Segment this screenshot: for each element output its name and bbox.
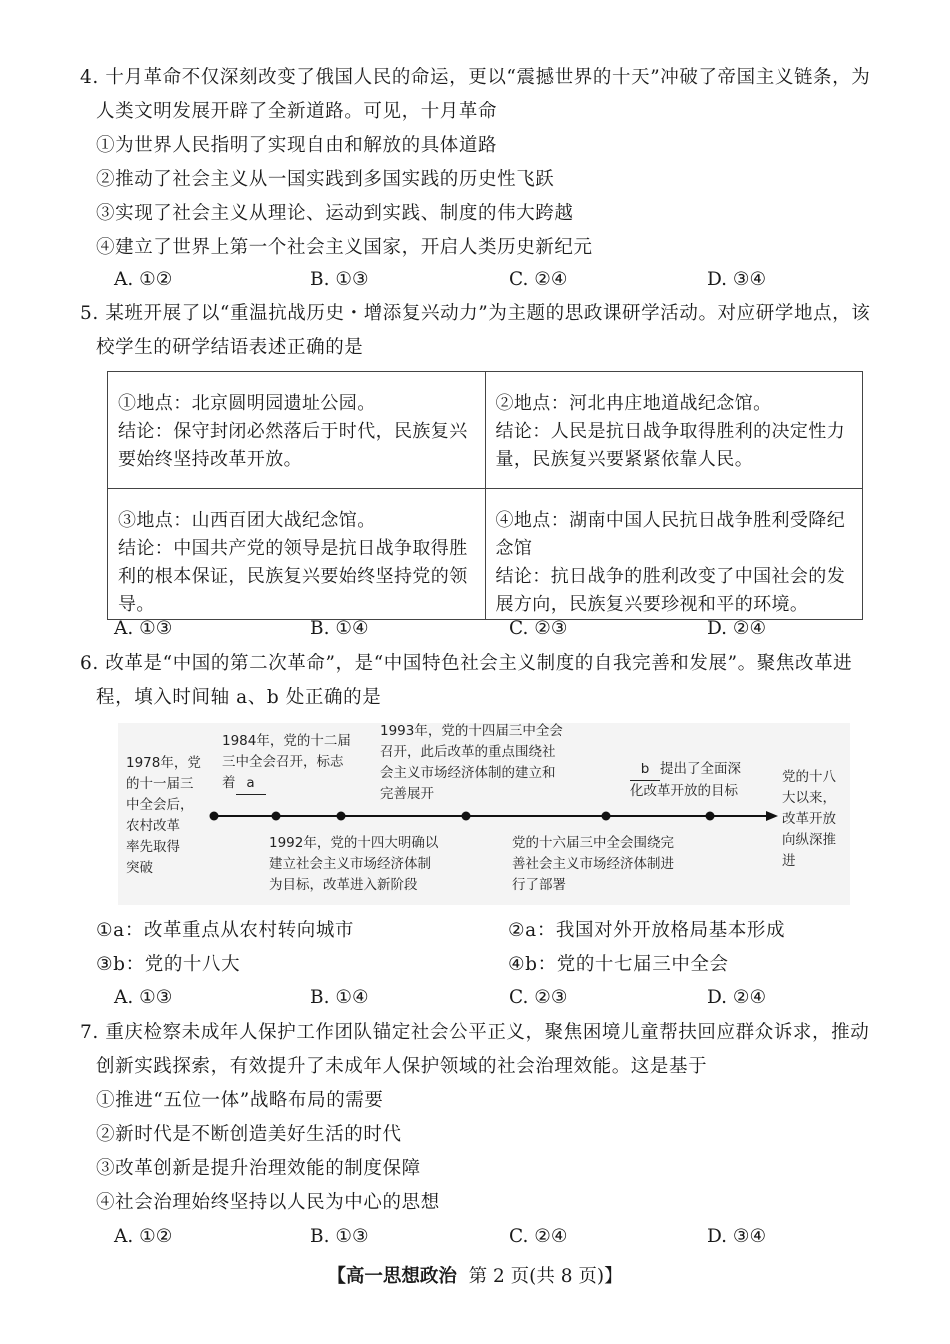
q4-option-b[interactable]: B. ①③: [310, 269, 369, 290]
q5-options: [114, 617, 914, 641]
q5-stem-line-2: 校学生的研学结语表述正确的是: [96, 337, 364, 358]
q6-choice-1: ①a：改革重点从农村转向城市: [96, 920, 355, 941]
q7-option-c[interactable]: C. ②④: [509, 1226, 568, 1247]
q5-cell-2-conclusion: 结论：人民是抗日战争取得胜利的决定性力量，民族复兴要紧紧依靠人民。: [495, 421, 846, 470]
q6-choice-4: ④b：党的十七届三中全会: [508, 954, 729, 975]
q5-option-a[interactable]: A. ①③: [114, 618, 173, 639]
timeline-blank-b: b: [630, 759, 660, 781]
timeline-dot-1993: [462, 812, 471, 821]
q4-item-1: ①为世界人民指明了实现自由和解放的具体道路: [96, 135, 498, 156]
q4-item-2: ②推动了社会主义从一国实践到多国实践的历史性飞跃: [96, 169, 555, 190]
q5-stem-line-1: 5. 某班开展了以“重温抗战历史・增添复兴动力”为主题的思政课研学活动。对应研学地点，该: [80, 303, 871, 324]
timeline-event-18th-line: 改革开放: [782, 811, 836, 827]
timeline-event-1992-line: 为目标，改革进入新阶段: [269, 877, 418, 893]
timeline-event-1984-line: 三中全会召开，标志: [222, 754, 344, 770]
q4-option-a[interactable]: A. ①②: [114, 269, 173, 290]
timeline-event-1984-line: [222, 773, 351, 795]
q4-item-4: ④建立了世界上第一个社会主义国家，开启人类历史新纪元: [96, 237, 593, 258]
timeline-event-1978-line: 1978年，党: [126, 755, 201, 771]
timeline-event-2003-line: 善社会主义市场经济体制进: [512, 856, 674, 872]
timeline-event-18th-congress: [782, 767, 836, 872]
timeline-event-1978-line: 中全会后，: [126, 797, 194, 813]
q5-cell-3-conclusion: 结论：中国共产党的领导是抗日战争取得胜利的根本保证，民族复兴要始终坚持党的领导。: [118, 538, 468, 615]
timeline-event-1993-line: 召开，此后改革的重点围绕社: [380, 744, 556, 760]
q6-options: [114, 986, 914, 1010]
timeline-event-18th-line: 向纵深推: [782, 832, 836, 848]
q6-choice-2: ②a：我国对外开放格局基本形成: [508, 920, 786, 941]
q5-cell-4: [485, 489, 863, 620]
q5-research-table: [107, 371, 863, 620]
timeline-event-b-line: 化改革开放的目标: [630, 783, 738, 799]
q5-option-d[interactable]: D. ②④: [707, 618, 767, 639]
q4-options: [114, 268, 914, 292]
q4-stem-line-1: 4. 十月革命不仅深刻改变了俄国人民的命运，更以“震撼世界的十天”冲破了帝国主义链条，为: [80, 67, 871, 88]
q4-item-3: ③实现了社会主义从理论、运动到实践、制度的伟大跨越: [96, 203, 574, 224]
timeline-event-1993-line: 1993年，党的十四届三中全会: [380, 723, 563, 739]
q7-item-3: ③改革创新是提升治理效能的制度保障: [96, 1158, 421, 1179]
timeline-event-1993-line: 完善展开: [380, 786, 434, 802]
q7-item-1: ①推进“五位一体”战略布局的需要: [96, 1090, 384, 1111]
timeline-event-1993: [380, 721, 563, 805]
q5-cell-2-place: ②地点：河北冉庄地道战纪念馆。: [495, 393, 772, 414]
reform-timeline: [118, 723, 850, 905]
q7-item-2: ②新时代是不断创造美好生活的时代: [96, 1124, 402, 1145]
timeline-dot-2003: [602, 812, 611, 821]
q6-option-a[interactable]: A. ①③: [114, 987, 173, 1008]
timeline-dot-1984: [272, 812, 281, 821]
timeline-dot-b: [706, 812, 715, 821]
timeline-event-b-suffix: 提出了全面深: [660, 761, 741, 777]
page-footer: [0, 1264, 950, 1290]
q6-option-b[interactable]: B. ①④: [310, 987, 369, 1008]
q4-option-c[interactable]: C. ②④: [509, 269, 568, 290]
footer-subject: 【高一思想政治: [327, 1266, 457, 1287]
timeline-event-b: [630, 759, 741, 802]
timeline-arrow-head: [766, 811, 778, 821]
q7-stem-line-1: 7. 重庆检察未成年人保护工作团队锚定社会公平正义，聚焦困境儿童帮扶回应群众诉求，推动: [80, 1022, 870, 1043]
timeline-event-b-line: [630, 759, 741, 781]
q7-option-b[interactable]: B. ①③: [310, 1226, 369, 1247]
timeline-event-1978-line: 率先取得: [126, 839, 180, 855]
q5-cell-4-conclusion: 结论：抗日战争的胜利改变了中国社会的发展方向，民族复兴要珍视和平的环境。: [495, 566, 846, 615]
q6-option-c[interactable]: C. ②③: [509, 987, 568, 1008]
timeline-event-1984-line: 1984年，党的十二届: [222, 733, 351, 749]
timeline-dot-1992: [337, 812, 346, 821]
timeline-dot-1978: [210, 812, 219, 821]
timeline-event-1992: [269, 833, 438, 896]
q5-cell-1-conclusion: 结论：保守封闭必然落后于时代，民族复兴要始终坚持改革开放。: [118, 421, 468, 470]
timeline-event-1978-line: 的十一届三: [126, 776, 194, 792]
q6-choice-3: ③b：党的十八大: [96, 954, 241, 975]
q7-option-d[interactable]: D. ③④: [707, 1226, 767, 1247]
q6-stem-line-1: 6. 改革是“中国的第二次革命”，是“中国特色社会主义制度的自我完善和发展”。聚焦改革进: [80, 653, 853, 674]
timeline-event-18th-line: 大以来，: [782, 790, 836, 806]
q4-option-d[interactable]: D. ③④: [707, 269, 767, 290]
timeline-event-1992-line: 建立社会主义市场经济体制: [269, 856, 431, 872]
timeline-event-1992-line: 1992年，党的十四大明确以: [269, 835, 439, 851]
q7-item-4: ④社会治理始终坚持以人民为中心的思想: [96, 1192, 440, 1213]
q5-cell-1-place: ①地点：北京圆明园遗址公园。: [118, 393, 376, 414]
q5-cell-3-place: ③地点：山西百团大战纪念馆。: [118, 510, 376, 531]
q6-option-d[interactable]: D. ②④: [707, 987, 767, 1008]
timeline-event-18th-line: 进: [782, 853, 796, 869]
q6-stem-line-2: 程，填入时间轴 a、b 处正确的是: [96, 687, 382, 708]
timeline-event-18th-line: 党的十八: [782, 769, 836, 785]
q5-cell-3: [108, 489, 486, 620]
timeline-event-1984-prefix: 着: [222, 775, 236, 791]
footer-page-number: 第 2 页(共 8 页)】: [468, 1266, 623, 1287]
q5-cell-1: [108, 372, 486, 489]
q7-stem-line-2: 创新实践探索，有效提升了未成年人保护领域的社会治理效能。这是基于: [96, 1056, 708, 1077]
q5-cell-4-place: ④地点：湖南中国人民抗日战争胜利受降纪念馆: [495, 510, 846, 559]
timeline-event-2003-line: 行了部署: [512, 877, 566, 893]
timeline-event-1984: [222, 731, 351, 795]
timeline-event-2003-line: 党的十六届三中全会围绕完: [512, 835, 674, 851]
q5-cell-2: [485, 372, 863, 489]
timeline-event-1978-line: 突破: [126, 860, 153, 876]
q7-options: [114, 1225, 914, 1249]
timeline-event-2003: [512, 833, 674, 896]
q7-option-a[interactable]: A. ①②: [114, 1226, 173, 1247]
q4-stem-line-2: 人类文明发展开辟了全新道路。可见，十月革命: [96, 101, 498, 122]
timeline-blank-a: a: [236, 773, 266, 795]
timeline-event-1978: [126, 753, 201, 879]
q5-option-b[interactable]: B. ①④: [310, 618, 369, 639]
timeline-event-1993-line: 会主义市场经济体制的建立和: [380, 765, 556, 781]
q5-option-c[interactable]: C. ②③: [509, 618, 568, 639]
timeline-event-1978-line: 农村改革: [126, 818, 180, 834]
